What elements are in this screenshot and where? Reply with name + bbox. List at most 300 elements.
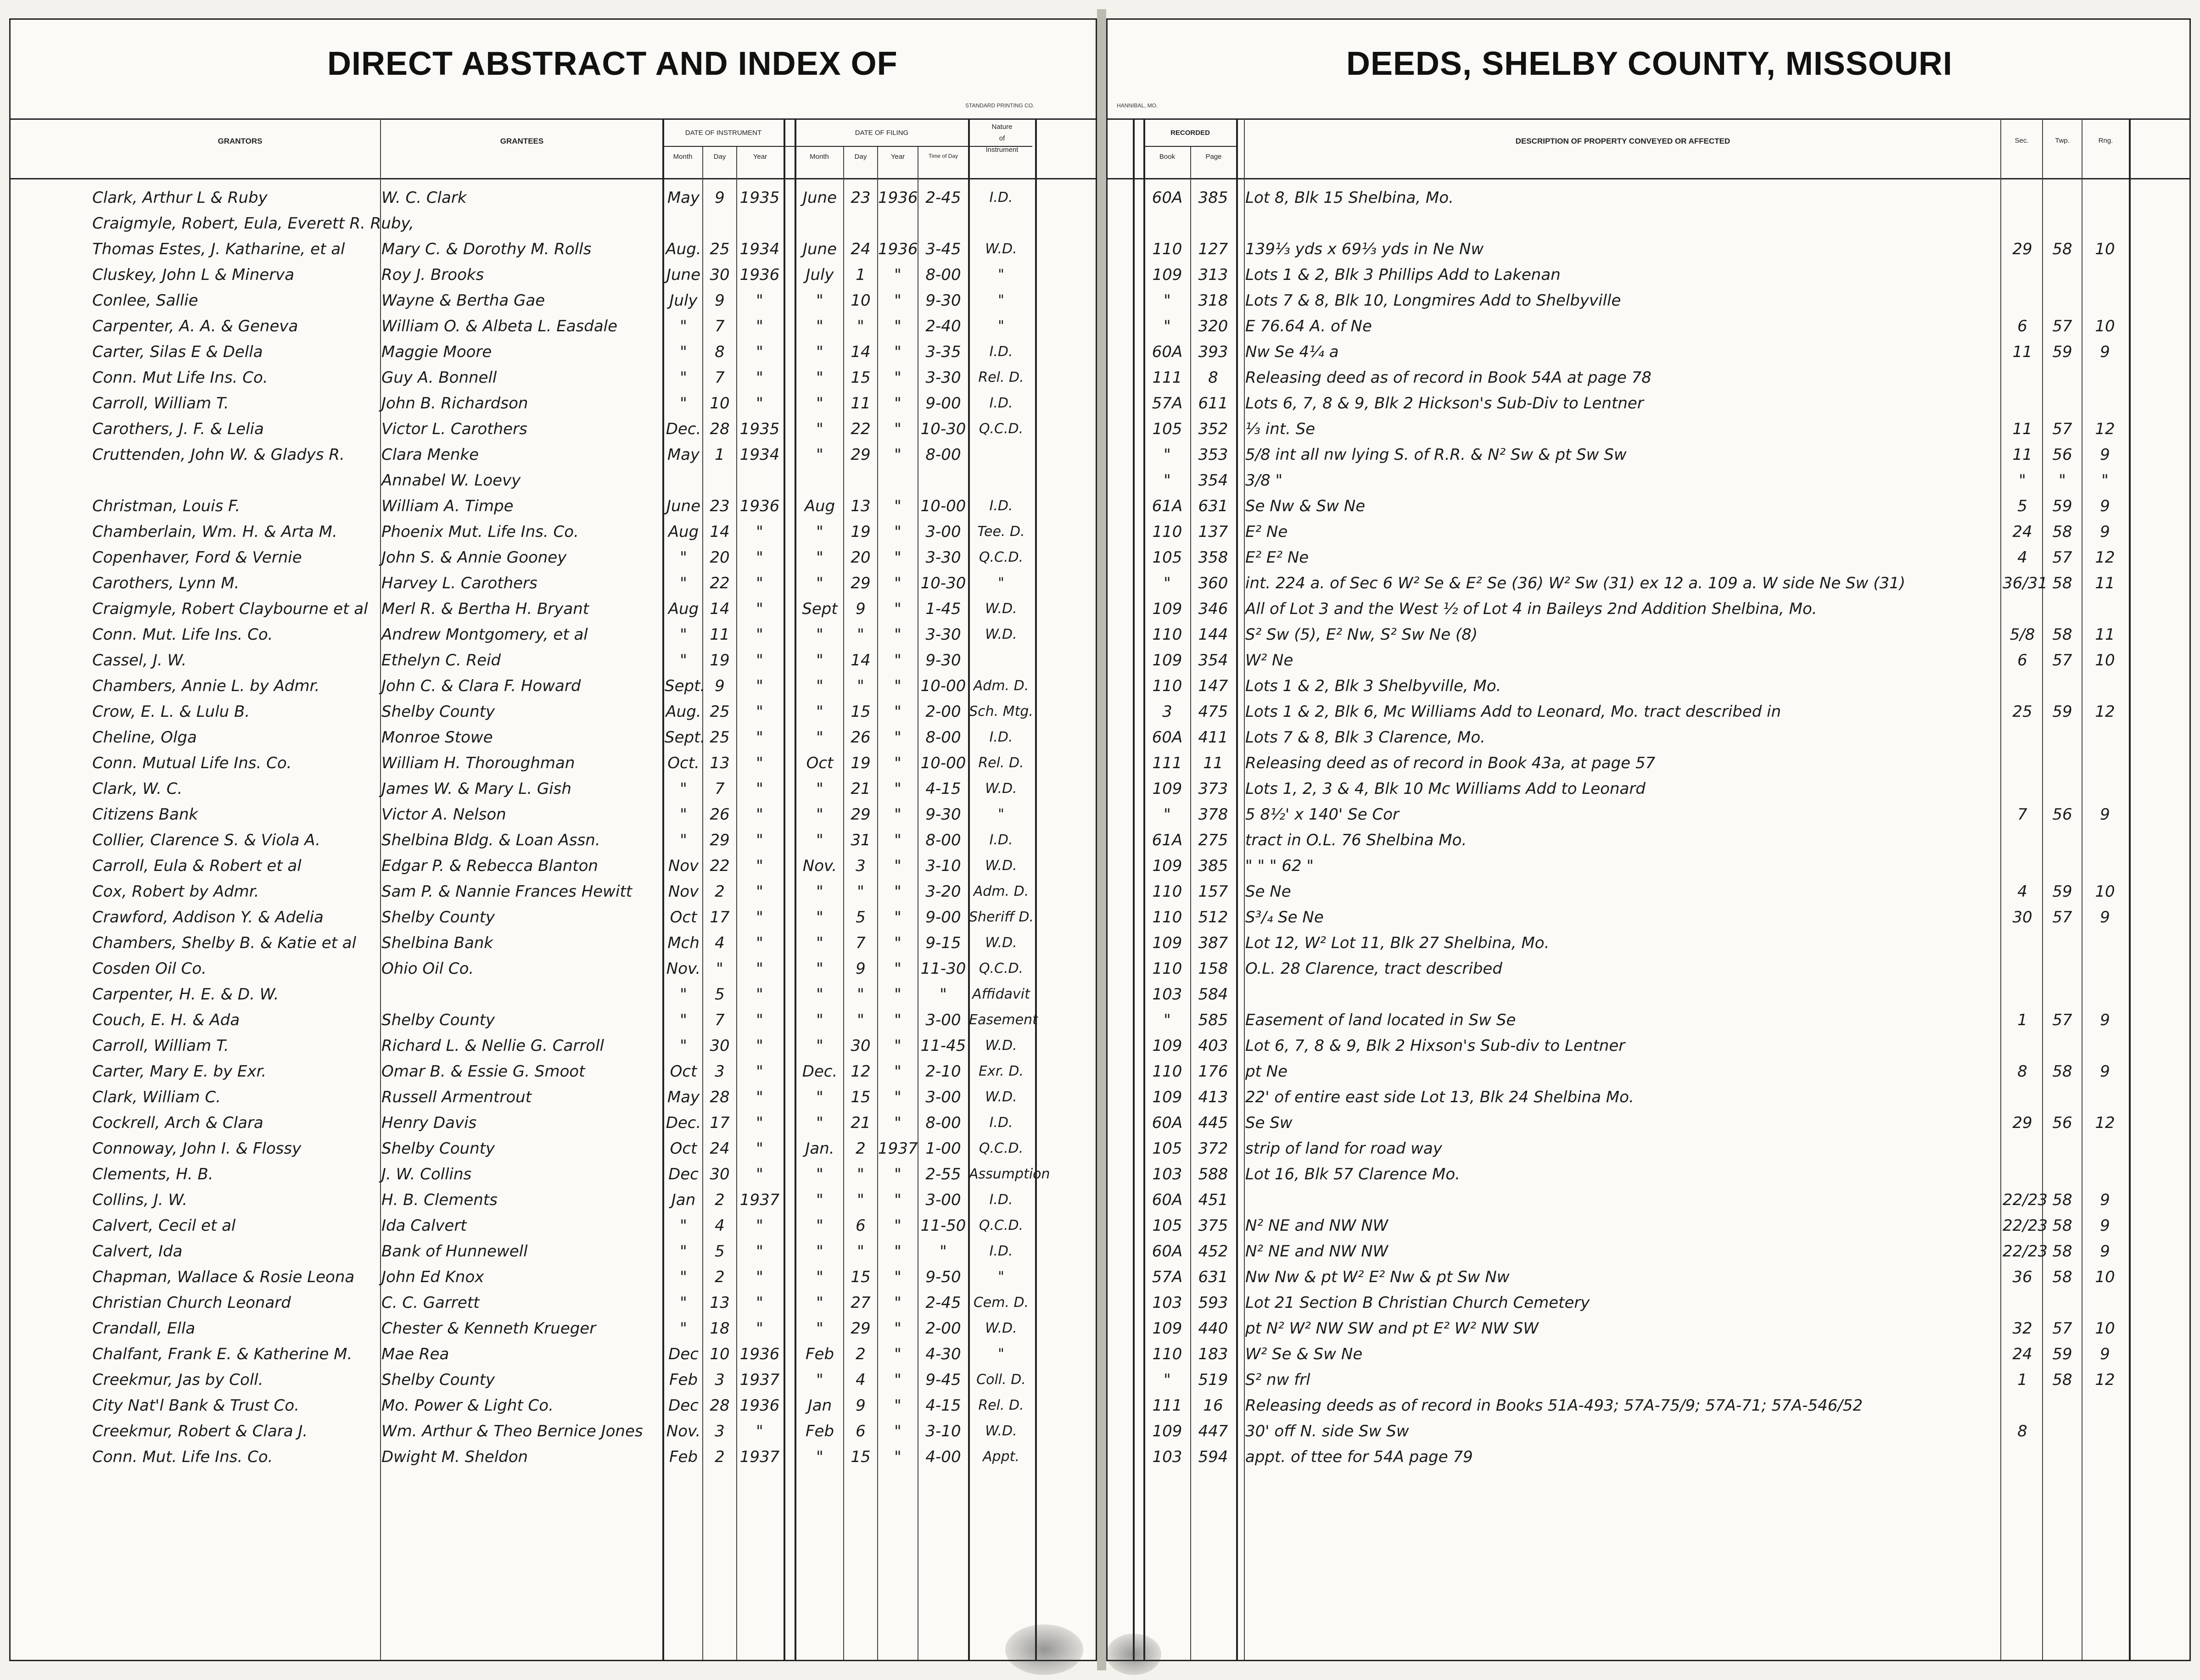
twp-cell: 58: [2052, 1242, 2072, 1261]
ledger-row: [11, 416, 1096, 442]
filing-month-cell: ": [816, 548, 823, 567]
grantee-cell: Chester & Kenneth Krueger: [381, 1319, 596, 1338]
filing-year-cell: [878, 211, 918, 236]
ledger-row: [11, 879, 1096, 904]
filing-year-cell: ": [894, 1422, 901, 1440]
page-cell: 354: [1198, 651, 1228, 670]
ledger-row: [1108, 1084, 2189, 1110]
nature-cell: I.D.: [989, 498, 1013, 514]
grantor-cell: Carothers, J. F. & Lelia: [92, 420, 264, 438]
filing-time-cell: 3-00: [925, 1191, 961, 1209]
page-cell: 385: [1198, 857, 1228, 875]
book-cell: 110: [1152, 882, 1182, 901]
ink-stain: [1106, 1634, 1161, 1675]
instrument-month-header: Month: [673, 153, 693, 161]
filing-time-cell: 8-00: [925, 266, 961, 284]
grantee-cell: John C. & Clara F. Howard: [381, 677, 581, 695]
grantor-cell: Cluskey, John L & Minerva: [92, 266, 295, 284]
sec-cell: 8: [2017, 1422, 2027, 1440]
instrument-month-cell: Dec: [668, 1396, 699, 1415]
filing-time-cell: 9-45: [925, 1371, 961, 1389]
instrument-year-cell: ": [756, 368, 763, 387]
filing-day-cell: 27: [851, 1294, 871, 1312]
twp-cell: [2043, 1033, 2082, 1059]
instrument-year-cell: 1937: [739, 1191, 780, 1209]
ledger-row: [1108, 802, 2189, 827]
sec-cell: [2003, 262, 2042, 288]
filing-time-cell: 4-30: [925, 1345, 961, 1363]
instrument-year-cell: ": [756, 523, 763, 541]
nature-cell: [969, 647, 1033, 673]
rng-cell: [2082, 1136, 2127, 1161]
instrument-day-cell: 11: [710, 625, 730, 644]
filing-time-cell: 11-50: [920, 1217, 966, 1235]
rng-cell: [2082, 673, 2127, 699]
filing-month-cell: Feb: [805, 1345, 834, 1363]
ledger-row: [11, 288, 1096, 313]
sec-cell: [2003, 930, 2042, 956]
filing-day-cell: 3: [856, 857, 866, 875]
filing-year-cell: ": [894, 805, 901, 824]
date-of-filing-header: DATE OF FILING: [855, 129, 909, 137]
grantor-cell: Crow, E. L. & Lulu B.: [92, 703, 250, 721]
filing-time-cell: 3-20: [925, 882, 961, 901]
instrument-year-cell: ": [756, 805, 763, 824]
ledger-row: [1108, 1187, 2189, 1213]
twp-cell: 56: [2052, 805, 2072, 824]
ledger-row: [11, 1444, 1096, 1470]
nature-cell: Q.C.D.: [979, 960, 1024, 977]
grantee-cell: Andrew Montgomery, et al: [381, 625, 588, 644]
instrument-day-cell: 17: [710, 1114, 730, 1132]
ledger-row: [11, 904, 1096, 930]
rng-cell: [2082, 185, 2127, 211]
nature-cell: W.D.: [985, 935, 1017, 951]
grantor-cell: Christian Church Leonard: [92, 1294, 291, 1312]
instrument-month-cell: Oct.: [667, 754, 700, 772]
twp-cell: [2043, 1290, 2082, 1316]
filing-month-cell: ": [816, 934, 823, 952]
filing-day-cell: 6: [856, 1422, 866, 1440]
twp-cell: [2043, 827, 2082, 853]
nature-cell: ": [998, 1346, 1004, 1362]
filing-year-cell: ": [894, 420, 901, 438]
right-page-title: DEEDS, SHELBY COUNTY, MISSOURI: [1346, 45, 1953, 82]
sec-cell: [2003, 365, 2042, 391]
nature-cell: Q.C.D.: [979, 549, 1024, 565]
instrument-month-cell: Aug.: [666, 240, 701, 258]
grantee-cell: Shelby County: [381, 908, 495, 927]
ledger-row: [1108, 956, 2189, 982]
description-cell: Se Nw & Sw Ne: [1245, 497, 1366, 515]
filing-year-cell: ": [894, 1448, 901, 1466]
sec-cell: 11: [2012, 343, 2032, 361]
instrument-month-cell: ": [680, 780, 687, 798]
ledger-row: [1108, 570, 2189, 596]
filing-time-cell: 10-30: [920, 574, 966, 592]
nature-cell: ": [998, 292, 1004, 308]
book-cell: 110: [1152, 960, 1182, 978]
grantee-cell: Guy A. Bonnell: [381, 368, 497, 387]
grantee-cell: Shelbina Bldg. & Loan Assn.: [381, 831, 600, 849]
filing-month-cell: ": [816, 1037, 823, 1055]
grantee-cell: William O. & Albeta L. Easdale: [381, 317, 618, 335]
instrument-month-cell: ": [680, 831, 687, 849]
filing-day-cell: 26: [851, 728, 871, 747]
sec-cell: 25: [2012, 703, 2032, 721]
instrument-month-cell: Dec.: [666, 420, 701, 438]
filing-year-cell: ": [894, 908, 901, 927]
rng-cell: 12: [2095, 548, 2115, 567]
instrument-year-cell: ": [756, 1011, 763, 1029]
filing-month-cell: July: [806, 266, 834, 284]
book-cell: 109: [1152, 651, 1182, 670]
description-cell: S³/₄ Se Ne: [1245, 908, 1324, 927]
ledger-row: [11, 930, 1096, 956]
description-cell: Lot 6, 7, 8 & 9, Blk 2 Hixson's Sub-div to Lentner: [1245, 1037, 1625, 1055]
sec-cell: [2003, 1393, 2042, 1418]
ledger-row: [1108, 365, 2189, 391]
grantor-cell: Carter, Mary E. by Exr.: [92, 1062, 267, 1081]
page-cell: 411: [1198, 728, 1228, 747]
description-cell: Lot 8, Blk 15 Shelbina, Mo.: [1245, 189, 1454, 207]
ledger-row: [11, 1393, 1096, 1418]
page-cell: 318: [1198, 291, 1228, 310]
page-cell: 354: [1198, 471, 1228, 490]
filing-year-cell: ": [894, 651, 901, 670]
sec-cell: [2003, 673, 2042, 699]
page-cell: 158: [1198, 960, 1228, 978]
filing-year-cell: ": [894, 497, 901, 515]
filing-time-cell: 8-00: [925, 446, 961, 464]
book-cell: 109: [1152, 1422, 1182, 1440]
description-cell: strip of land for road way: [1245, 1139, 1442, 1158]
filing-year-cell: ": [894, 882, 901, 901]
left-page-title: DIRECT ABSTRACT AND INDEX OF: [327, 45, 898, 82]
instrument-day-cell: 18: [710, 1319, 730, 1338]
instrument-day-cell: 25: [710, 240, 730, 258]
twp-cell: 57: [2052, 317, 2072, 335]
nature-cell: Exr. D.: [979, 1063, 1024, 1079]
filing-month-cell: Jan: [807, 1396, 832, 1415]
instrument-day-cell: 14: [710, 523, 730, 541]
filing-day-cell: ": [857, 985, 864, 1004]
filing-time-cell: 9-00: [925, 908, 961, 927]
twp-cell: [2043, 1161, 2082, 1187]
instrument-year-cell: ": [756, 1294, 763, 1312]
instrument-day-cell: 14: [710, 600, 730, 618]
instrument-day-cell: 3: [715, 1371, 725, 1389]
filing-day-cell: 4: [856, 1371, 866, 1389]
description-cell: Releasing deed as of record in Book 43a, at page 57: [1245, 754, 1656, 772]
filing-day-cell: 5: [856, 908, 866, 927]
filing-year-cell: ": [894, 368, 901, 387]
book-cell: 105: [1152, 1217, 1182, 1235]
grantee-cell: Edgar P. & Rebecca Blanton: [381, 857, 598, 875]
twp-cell: 58: [2052, 1191, 2072, 1209]
filing-day-header: Day: [854, 153, 867, 161]
ledger-row: [11, 750, 1096, 776]
instrument-year-cell: ": [756, 651, 763, 670]
rng-cell: 11: [2095, 574, 2115, 592]
grantor-cell: Chapman, Wallace & Rosie Leona: [92, 1268, 355, 1286]
filing-time-cell: 2-00: [925, 1319, 961, 1338]
filing-time-cell: 9-50: [925, 1268, 961, 1286]
ledger-row: [11, 596, 1096, 622]
ledger-row: [1108, 442, 2189, 468]
twp-cell: 57: [2052, 1011, 2072, 1029]
page-cell: 275: [1198, 831, 1228, 849]
ledger-row: [11, 262, 1096, 288]
filing-day-cell: 6: [856, 1217, 866, 1235]
grantor-cell: Cheline, Olga: [92, 728, 197, 747]
filing-month-cell: ": [816, 1242, 823, 1261]
twp-cell: [2043, 982, 2082, 1007]
sec-cell: 22/23: [2003, 1191, 2048, 1209]
filing-year-cell: ": [894, 934, 901, 952]
instrument-year-cell: 1937: [739, 1448, 780, 1466]
recorded-header: RECORDED: [1170, 129, 1210, 137]
filing-month-cell: [796, 468, 843, 493]
page-cell: 393: [1198, 343, 1228, 361]
ledger-row: [1108, 262, 2189, 288]
filing-time-cell: [918, 211, 968, 236]
instrument-month-cell: ": [680, 985, 687, 1004]
filing-day-cell: ": [857, 625, 864, 644]
description-cell: Se Ne: [1245, 882, 1291, 901]
instrument-day-cell: 7: [715, 368, 725, 387]
twp-cell: 58: [2052, 625, 2072, 644]
ledger-row: [11, 699, 1096, 725]
instrument-day-cell: 20: [710, 548, 730, 567]
instrument-day-cell: 2: [715, 1191, 725, 1209]
filing-month-cell: ": [816, 985, 823, 1004]
filing-year-cell: ": [894, 600, 901, 618]
rng-cell: [2082, 930, 2127, 956]
book-cell: 110: [1152, 908, 1182, 927]
ledger-row: [1108, 1059, 2189, 1084]
sec-cell: 1: [2017, 1371, 2027, 1389]
book-cell: 61A: [1152, 497, 1183, 515]
grantee-cell: Shelby County: [381, 1371, 495, 1389]
sec-cell: [2003, 776, 2042, 802]
grantee-cell: Shelby County: [381, 703, 495, 721]
filing-day-cell: ": [857, 882, 864, 901]
instrument-year-cell: [737, 468, 782, 493]
instrument-month-cell: ": [680, 1319, 687, 1338]
ledger-row: [11, 391, 1096, 416]
instrument-day-cell: 25: [710, 703, 730, 721]
instrument-month-cell: Dec: [668, 1165, 699, 1183]
page-cell: 353: [1198, 446, 1228, 464]
filing-day-cell: 20: [851, 548, 871, 567]
instrument-month-cell: ": [680, 1268, 687, 1286]
nature-cell: [969, 442, 1033, 468]
filing-year-cell: 1937: [878, 1139, 918, 1158]
instrument-month-cell: Nov.: [666, 960, 701, 978]
filing-year-cell: ": [894, 985, 901, 1004]
instrument-month-cell: Aug: [668, 523, 699, 541]
description-cell: appt. of ttee for 54A page 79: [1245, 1448, 1473, 1466]
rng-cell: [2082, 1290, 2127, 1316]
ledger-row: [11, 647, 1096, 673]
sec-cell: 5: [2017, 497, 2027, 515]
twp-cell: [2043, 288, 2082, 313]
ledger-row: [11, 1367, 1096, 1393]
filing-time-cell: 10-30: [920, 420, 966, 438]
rng-cell: [2082, 1033, 2127, 1059]
twp-cell: 59: [2052, 497, 2072, 515]
description-cell: " " " 62 ": [1245, 857, 1314, 875]
ledger-row: [11, 1239, 1096, 1264]
twp-cell: [2043, 776, 2082, 802]
instrument-day-cell: 13: [710, 1294, 730, 1312]
filing-month-cell: ": [816, 625, 823, 644]
ledger-row: [1108, 1418, 2189, 1444]
description-cell: int. 224 a. of Sec 6 W² Se & E² Se (36) W² Sw (31) ex 12 a. 109 a. W side Ne Sw (31): [1245, 574, 1906, 592]
description-cell: [1245, 211, 1998, 236]
filing-year-cell: ": [894, 266, 901, 284]
page-cell: 137: [1198, 523, 1228, 541]
book-cell: 3: [1162, 703, 1172, 721]
filing-day-cell: 1: [856, 266, 866, 284]
grantor-cell: Chamberlain, Wm. H. & Arta M.: [92, 523, 337, 541]
instrument-month-cell: ": [680, 574, 687, 592]
ledger-row: [1108, 622, 2189, 647]
sec-cell: 6: [2017, 317, 2027, 335]
book-cell: ": [1164, 291, 1171, 310]
instrument-month-cell: ": [680, 317, 687, 335]
filing-day-cell: 15: [851, 1088, 871, 1106]
page-cell: 313: [1198, 266, 1228, 284]
twp-cell: 58: [2052, 574, 2072, 592]
instrument-month-cell: Nov: [668, 857, 699, 875]
filing-month-header: Month: [810, 153, 829, 161]
grantor-cell: Calvert, Cecil et al: [92, 1217, 236, 1235]
filing-month-cell: ": [816, 1114, 823, 1132]
book-cell: ": [1164, 805, 1171, 824]
description-cell: N² NE and NW NW: [1245, 1217, 1388, 1235]
grantee-cell: Shelbina Bank: [381, 934, 493, 952]
ledger-row: [1108, 339, 2189, 365]
description-cell: Nw Se 4¼ a: [1245, 343, 1339, 361]
ledger-row: [11, 1084, 1096, 1110]
filing-month-cell: Nov.: [802, 857, 837, 875]
twp-cell: [2043, 930, 2082, 956]
ledger-row: [1108, 1136, 2189, 1161]
filing-time-cell: 3-00: [925, 1011, 961, 1029]
filing-month-cell: ": [816, 1217, 823, 1235]
rng-cell: [2082, 391, 2127, 416]
ledger-row: [11, 1187, 1096, 1213]
instrument-day-cell: 25: [710, 728, 730, 747]
ledger-row: [11, 1316, 1096, 1341]
filing-month-cell: ": [816, 703, 823, 721]
twp-cell: 56: [2052, 446, 2072, 464]
book-cell: 60A: [1152, 189, 1183, 207]
instrument-day-cell: 3: [715, 1422, 725, 1440]
ledger-row: [11, 339, 1096, 365]
instrument-month-cell: Oct: [670, 908, 697, 927]
grantee-cell: Bank of Hunnewell: [381, 1242, 528, 1261]
page-cell: 475: [1198, 703, 1228, 721]
grantee-cell: Maggie Moore: [381, 343, 492, 361]
grantee-cell: John S. & Annie Gooney: [381, 548, 567, 567]
filing-month-cell: ": [816, 780, 823, 798]
book-cell: ": [1164, 317, 1171, 335]
book-cell: 103: [1152, 985, 1182, 1004]
filing-day-cell: [844, 468, 877, 493]
filing-day-cell: ": [857, 317, 864, 335]
grantor-cell: Cosden Oil Co.: [92, 960, 207, 978]
grantor-cell: Craigmyle, Robert Claybourne et al: [92, 600, 368, 618]
book-cell: 105: [1152, 548, 1182, 567]
grantee-cell: Victor L. Carothers: [381, 420, 527, 438]
nature-cell: I.D.: [989, 729, 1013, 745]
ledger-row: [11, 365, 1096, 391]
filing-month-cell: ": [816, 1319, 823, 1338]
instrument-day-cell: [703, 468, 736, 493]
ledger-row: [11, 1136, 1096, 1161]
printer-mark: STANDARD PRINTING CO.: [965, 102, 1035, 109]
filing-year-cell: ": [894, 1062, 901, 1081]
grantee-cell: C. C. Garrett: [381, 1294, 480, 1312]
sec-cell: 29: [2012, 1114, 2032, 1132]
description-cell: 5/8 int all nw lying S. of R.R. & N² Sw & pt Sw Sw: [1245, 446, 1627, 464]
filing-month-cell: Aug: [804, 497, 835, 515]
page-cell: 346: [1198, 600, 1228, 618]
book-cell: 109: [1152, 600, 1182, 618]
twp-cell: [2043, 1393, 2082, 1418]
nature-cell: ": [998, 575, 1004, 591]
nature-cell: Q.C.D.: [979, 421, 1024, 437]
twp-cell: [2043, 853, 2082, 879]
filing-year-cell: ": [894, 291, 901, 310]
grantee-cell: Ethelyn C. Reid: [381, 651, 501, 670]
description-cell: O.L. 28 Clarence, tract described: [1245, 960, 1502, 978]
instrument-year-cell: ": [756, 574, 763, 592]
description-cell: Easement of land located in Sw Se: [1245, 1011, 1516, 1029]
filing-month-cell: Dec.: [802, 1062, 838, 1081]
ledger-row: [1108, 288, 2189, 313]
description-cell: 5 8½' x 140' Se Cor: [1245, 805, 1399, 824]
recorded-subheader-rule: [1143, 146, 1236, 147]
filing-time-cell: 8-00: [925, 1114, 961, 1132]
filing-month-cell: ": [816, 882, 823, 901]
grantor-cell: Craigmyle, Robert, Eula, Everett R. Ruby,: [92, 214, 414, 233]
ledger-row: [11, 211, 1096, 236]
description-cell: E² Ne: [1245, 523, 1288, 541]
rng-cell: [2082, 288, 2127, 313]
filing-time-cell: 3-10: [925, 1422, 961, 1440]
instrument-year-cell: ": [756, 1037, 763, 1055]
instrument-day-cell: 9: [715, 291, 725, 310]
nature-cell: Rel. D.: [978, 369, 1024, 385]
twp-cell: [2043, 1418, 2082, 1444]
page-cell: 373: [1198, 780, 1228, 798]
nature-header-line3: Instrument: [985, 146, 1019, 154]
filing-day-cell: 12: [851, 1062, 871, 1081]
grantor-cell: Collins, J. W.: [92, 1191, 188, 1209]
nature-cell: ": [998, 806, 1004, 822]
filing-year-cell: ": [894, 317, 901, 335]
page-cell: 440: [1198, 1319, 1228, 1338]
filing-year-cell: ": [894, 1011, 901, 1029]
book-cell: 109: [1152, 780, 1182, 798]
ledger-row: [11, 545, 1096, 570]
ledger-row: [1108, 1290, 2189, 1316]
nature-cell: I.D.: [989, 395, 1013, 411]
